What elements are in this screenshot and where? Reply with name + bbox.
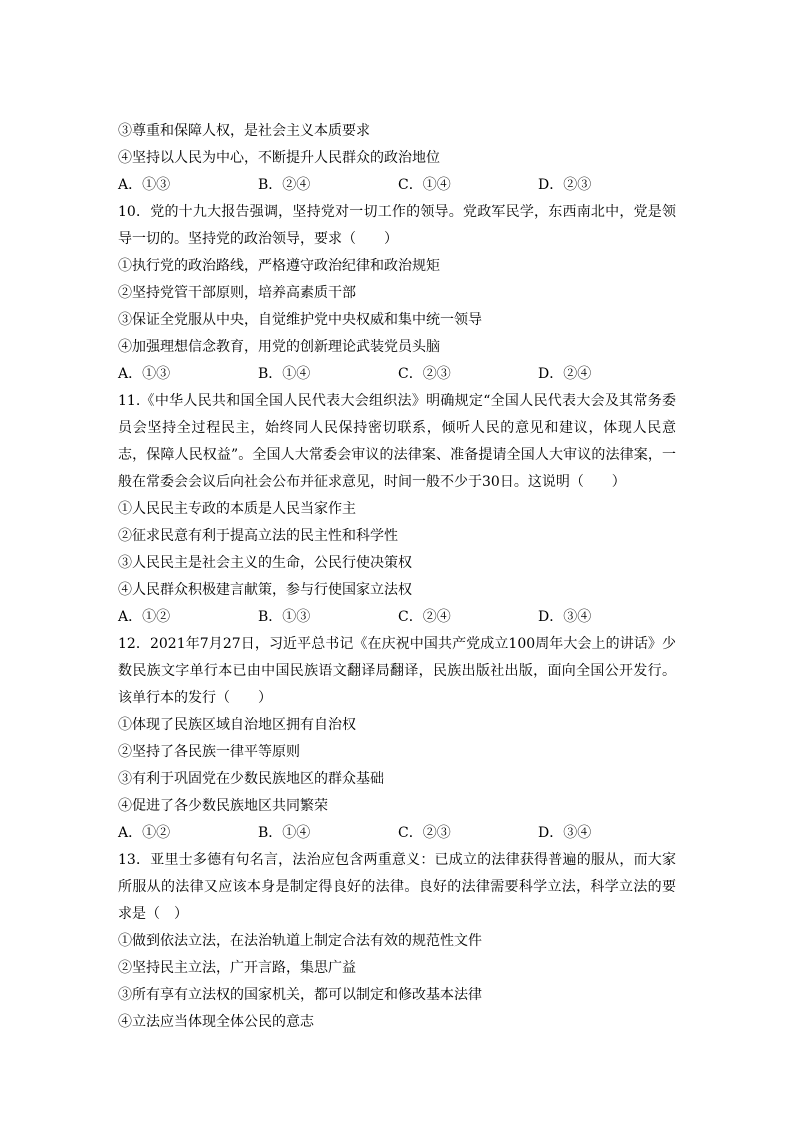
q12-option-c: C．②③ <box>398 825 451 841</box>
q11-options <box>118 604 676 631</box>
q11-item-4: ④人民群众积极建言献策，参与行使国家立法权 <box>118 582 412 598</box>
q13-item-1: ①做到依法立法，在法治轨道上制定合法有效的规范性文件 <box>118 933 482 949</box>
q11-item-3: ③人民民主是社会主义的生命，公民行使决策权 <box>118 555 412 571</box>
q11-option-d: D．③④ <box>538 609 592 625</box>
q11-item-1: ①人民民主专政的本质是人民当家作主 <box>118 501 356 517</box>
q11-option-c: C．②④ <box>398 609 451 625</box>
page-content <box>118 118 676 1036</box>
q12-item-3: ③有利于巩固党在少数民族地区的群众基础 <box>118 771 384 787</box>
q10-option-c: C．②③ <box>398 366 451 382</box>
q11-option-b: B．①③ <box>258 609 311 625</box>
q12-options <box>118 820 676 847</box>
q10-item-1: ①执行党的政治路线，严格遵守政治纪律和政治规矩 <box>118 258 440 274</box>
q9-item-3: ③尊重和保障人权，是社会主义本质要求 <box>118 123 370 139</box>
q12-item-2: ②坚持了各民族一律平等原则 <box>118 744 300 760</box>
q9-option-c: C．①④ <box>398 177 451 193</box>
q13-item-2: ②坚持民主立法，广开言路，集思广益 <box>118 960 356 976</box>
q12-item-1: ①体现了民族区域自治地区拥有自治权 <box>118 717 356 733</box>
q11-option-a: A．①② <box>118 609 171 625</box>
q12-item-4: ④促进了各少数民族地区共同繁荣 <box>118 798 328 814</box>
q10-item-2: ②坚持党管干部原则，培养高素质干部 <box>118 285 356 301</box>
q12-option-a: A．①② <box>118 825 171 841</box>
q12-stem: 12．2021年7月27日，习近平总书记《在庆祝中国共产党成立100周年大会上的讲话》少数民族文字单行本已由中国民族语文翻译局翻译，民族出版社出版，面向全国公开发行。该单行本的发行（ ） <box>118 636 676 706</box>
q13-item-3: ③所有享有立法权的国家机关，都可以制定和修改基本法律 <box>118 987 482 1003</box>
q9-option-b: B．②④ <box>258 177 311 193</box>
q9-option-a: A．①③ <box>118 177 171 193</box>
q10-stem: 10．党的十九大报告强调，坚持党对一切工作的领导。党政军民学，东西南北中，党是领导一切的。坚持党的政治领导，要求（ ） <box>118 204 676 247</box>
q10-options <box>118 361 676 388</box>
q9-option-d: D．②③ <box>538 177 592 193</box>
q10-option-d: D．②④ <box>538 366 592 382</box>
q13-item-4: ④立法应当体现全体公民的意志 <box>118 1014 314 1030</box>
q12-option-d: D．③④ <box>538 825 592 841</box>
q9-options <box>118 172 676 199</box>
q10-item-4: ④加强理想信念教育，用党的创新理论武装党员头脑 <box>118 339 440 355</box>
q9-item-4: ④坚持以人民为中心，不断提升人民群众的政治地位 <box>118 150 440 166</box>
q10-option-b: B．①④ <box>258 366 311 382</box>
q10-item-3: ③保证全党服从中央，自觉维护党中央权威和集中统一领导 <box>118 312 482 328</box>
q11-stem: 11.《中华人民共和国全国人民代表大会组织法》明确规定“全国人民代表大会及其常务委员会坚持全过程民主，始终同人民保持密切联系，倾听人民的意见和建议，体现人民意志，保障人民权益”。全国人大常委会审议的法律案、准备提请全国人大审议的法律案，一般在常委会会议后向社会公布并征求意见，时间一般不少于30日。这说明（ ） <box>118 393 676 490</box>
q10-option-a: A．①③ <box>118 366 171 382</box>
q13-stem: 13．亚里士多德有句名言，法治应包含两重意义：已成立的法律获得普遍的服从，而大家所服从的法律又应该本身是制定得良好的法律。良好的法律需要科学立法，科学立法的要求是（ ） <box>118 852 676 922</box>
q12-option-b: B．①④ <box>258 825 311 841</box>
q11-item-2: ②征求民意有利于提高立法的民主性和科学性 <box>118 528 398 544</box>
